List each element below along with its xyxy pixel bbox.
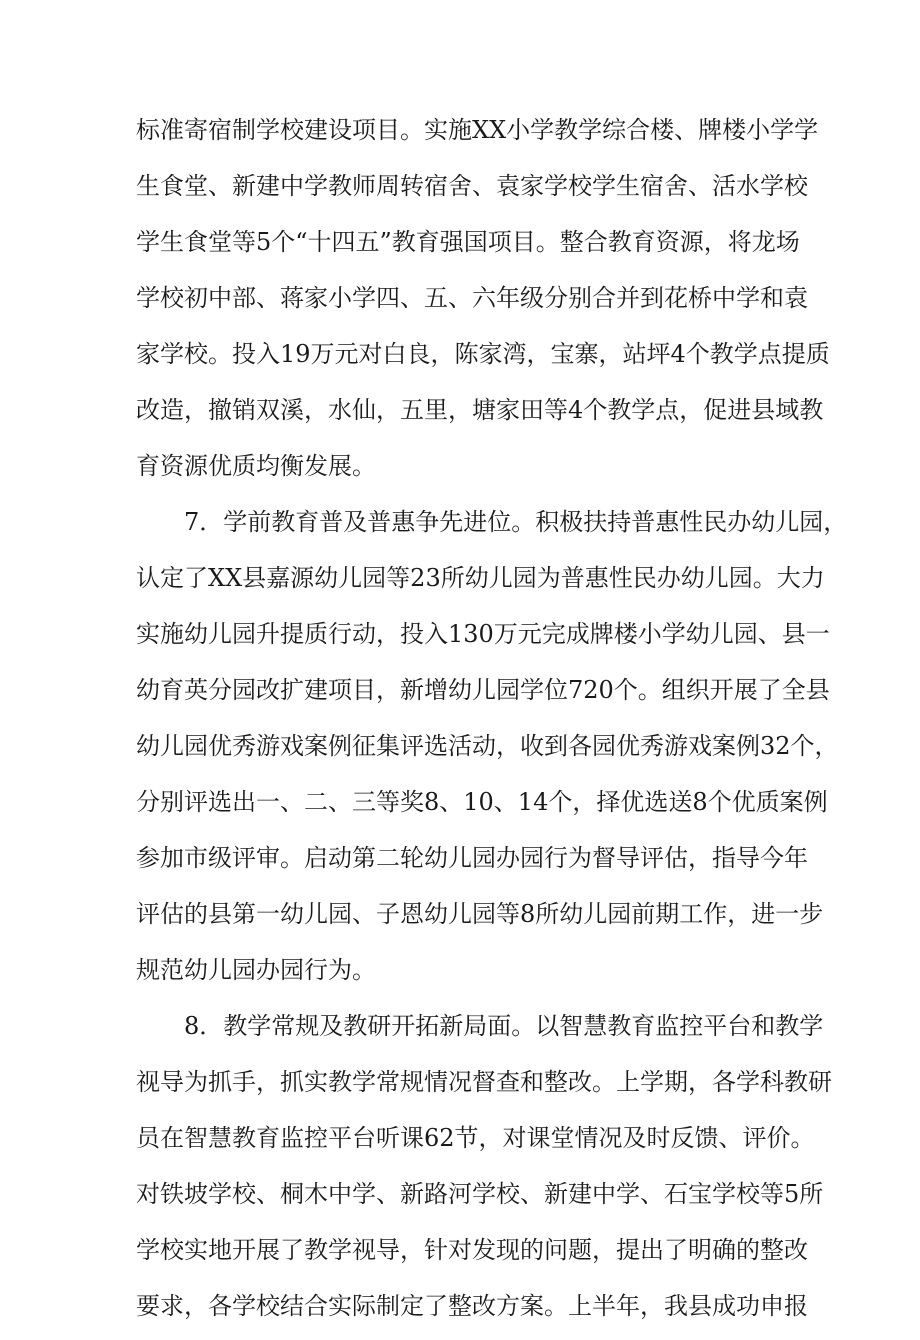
text-line: 认定了XX县嘉源幼儿园等23所幼儿园为普惠性民办幼儿园。大力: [136, 564, 825, 592]
paragraph-school-construction: [136, 108, 830, 500]
text-line: 改造，撤销双溪，水仙，五里，塘家田等4个教学点，促进县域教: [136, 396, 824, 424]
text-line: 实施幼儿园升提质行动，投入130万元完成牌楼小学幼儿园、县一: [136, 620, 830, 648]
paragraph-teaching-research: [136, 1004, 832, 1340]
text-line: 视导为抓手，抓实教学常规情况督查和整改。上学期，各学科教研: [136, 1068, 832, 1096]
text-line: 学校初中部、蒋家小学四、五、六年级分别合并到花桥中学和袁: [136, 284, 808, 312]
text-line: 规范幼儿园办园行为。: [136, 956, 376, 984]
paragraph-heading-line: 8．教学常规及教研开拓新局面。以智慧教育监控平台和教学: [184, 1012, 824, 1040]
text-line: 生食堂、新建中学教师周转宿舍、袁家学校学生宿舍、活水学校: [136, 172, 808, 200]
text-line: 分别评选出一、二、三等奖8、10、14个，择优选送8个优质案例: [136, 788, 828, 816]
paragraph-heading-line: 7．学前教育普及普惠争先进位。积极扶持普惠性民办幼儿园，: [184, 508, 848, 536]
text-line: 幼育英分园改扩建项目，新增幼儿园学位720个。组织开展了全县: [136, 676, 830, 704]
text-line: 对铁坡学校、桐木中学、新路河学校、新建中学、石宝学校等5所: [136, 1180, 824, 1208]
text-line: 标准寄宿制学校建设项目。实施XX小学教学综合楼、牌楼小学学: [136, 116, 819, 144]
text-line: 育资源优质均衡发展。: [136, 452, 376, 480]
text-line: 评估的县第一幼儿园、子恩幼儿园等8所幼儿园前期工作，进一步: [136, 900, 824, 928]
paragraph-preschool-education: [136, 500, 848, 1004]
text-line: 学生食堂等5个“十四五”教育强国项目。整合教育资源，将龙场: [136, 228, 800, 256]
text-line: 幼儿园优秀游戏案例征集评选活动，收到各园优秀游戏案例32个，: [136, 732, 839, 760]
document-body: [136, 108, 848, 1340]
text-line: 参加市级评审。启动第二轮幼儿园办园行为督导评估，指导今年: [136, 844, 808, 872]
text-line: 员在智慧教育监控平台听课62节，对课堂情况及时反馈、评价。: [136, 1124, 815, 1152]
text-line: 学校实地开展了教学视导，针对发现的问题，提出了明确的整改: [136, 1236, 808, 1264]
text-line: 要求，各学校结合实际制定了整改方案。上半年，我县成功申报: [136, 1292, 808, 1320]
text-line: 家学校。投入19万元对白良，陈家湾，宝寨，站坪4个教学点提质: [136, 340, 830, 368]
